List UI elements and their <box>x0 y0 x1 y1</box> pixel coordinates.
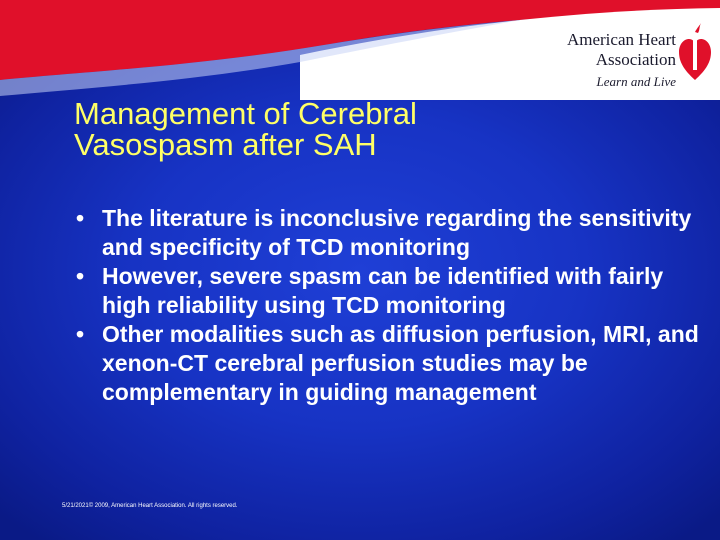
bullet-list <box>76 204 716 407</box>
bullet-item: • Other modalities such as diffusion perfusion, MRI, and xenon-CT cerebral perfusion studies may be complementary in guiding management <box>76 320 716 407</box>
footer-copyright: 5/21/2021© 2009, American Heart Association. All rights reserved. <box>62 503 238 509</box>
slide-title: Management of Cerebral Vasospasm after SAH <box>74 96 417 162</box>
aha-logo <box>552 22 712 94</box>
heart-torch-icon <box>678 22 712 82</box>
logo-name: American Heart Association <box>566 30 676 69</box>
bullet-item: • However, severe spasm can be identified with fairly high reliability using TCD monitoring <box>76 262 716 320</box>
logo-tagline: Learn and Live <box>596 74 676 89</box>
bullet-item: • The literature is inconclusive regarding the sensitivity and specificity of TCD monitoring <box>76 204 716 262</box>
